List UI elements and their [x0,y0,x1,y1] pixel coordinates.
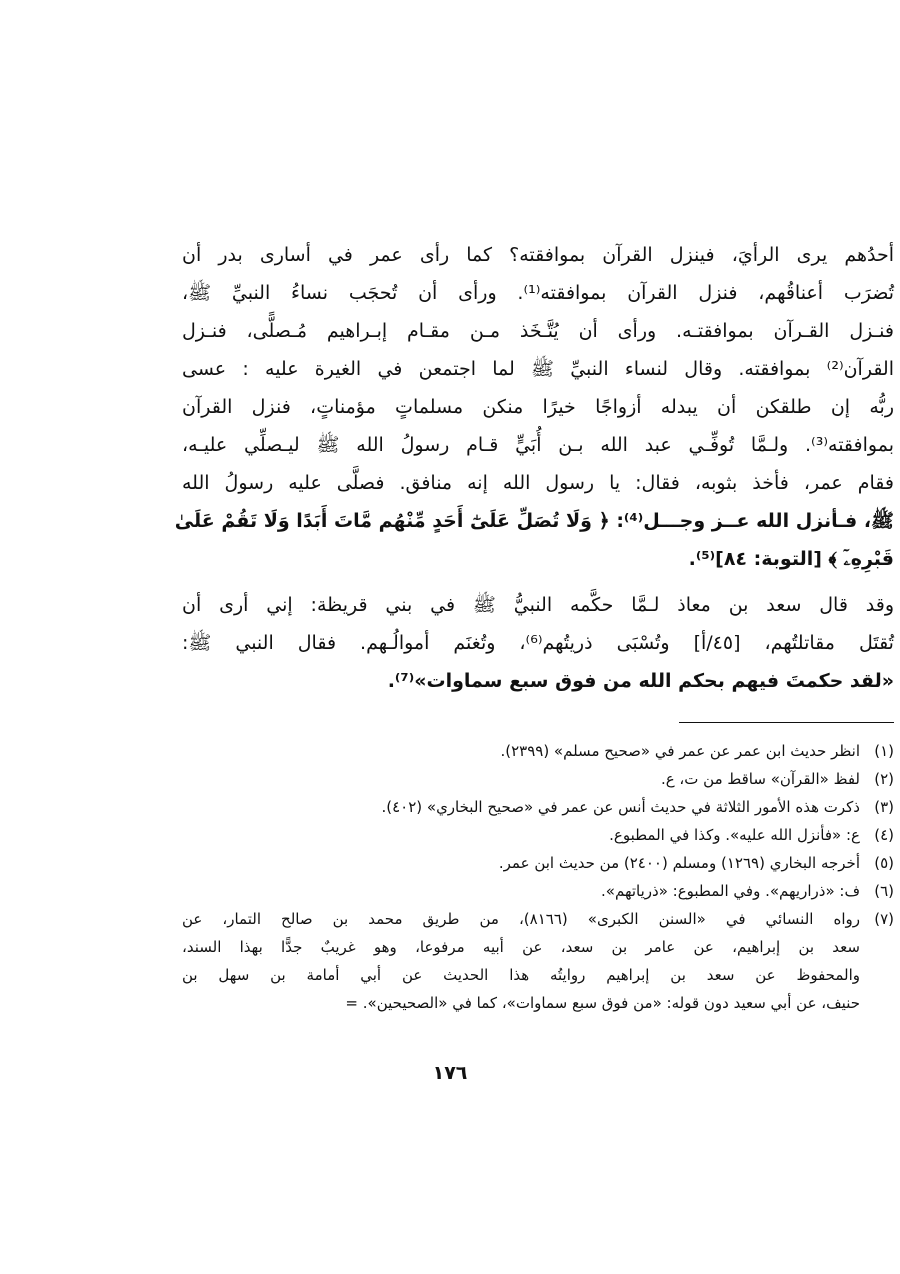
footnote-line: رواه النسائي في «السنن الكبرى» (٨١٦٦)، من طريق محمد بن صالح التمار، عن [182,910,860,928]
footnote-number: (٥) [874,854,894,872]
footnote-line: ع: «فأنزل الله عليه». وكذا في المطبوع. [609,826,860,844]
footnote-text [182,849,860,877]
footnote-1 [182,737,894,765]
footnote-text [182,765,860,793]
footnotes [182,737,894,1017]
footnote-number: (٧) [874,910,894,928]
footnote-number: (٤) [874,826,894,844]
footnote-5 [182,849,894,877]
text-line: تُضرَب أعناقُهم، فنزل القرآن بموافقته⁽¹⁾. ورأى أن تُحجَب نساءُ النبيِّ ﷺ، [182,282,894,304]
footnote-3 [182,793,894,821]
footnote-line: والمحفوظ عن سعد بن إبراهيم روايتُه هذا الحديث عن أبي أمامة بن سهل بن [182,966,860,984]
footnote-divider [679,722,894,723]
footnote-line: أخرجه البخاري (١٢٦٩) ومسلم (٢٤٠٠) من حديث ابن عمر. [498,854,860,872]
footnote-6 [182,877,894,905]
quran-verse-line: قَبْرِهِۦٓ ﴾ [التوبة: ٨٤]⁽⁵⁾. [688,548,894,570]
text-line: وقد قال سعد بن معاذ لـمَّا حكَّمه النبيُّ ﷺ في بني قريظة: إني أرى أن [182,594,894,616]
text-line: تُقتَل مقاتلتُهم، [٤٥/أ] وتُسْبَى ذريتُهم⁽⁶⁾، وتُغنَم أموالُـهم. فقال النبي ﷺ: [182,632,894,654]
footnote-number: (٣) [874,798,894,816]
footnote-line: سعد بن إبراهيم، عن عامر بن سعد، عن أبيه مرفوعا، وهو غريبٌ جدًّا بهذا السند، [182,938,860,956]
hadith-quote-line: «لقد حكمتَ فيهم بحكم الله من فوق سبع سماوات»⁽⁷⁾. [387,670,894,692]
footnote-text [182,737,860,765]
footnote-number: (٦) [874,882,894,900]
page-number: ١٧٦ [432,1062,468,1084]
footnote-line: ف: «ذراريهم». وفي المطبوع: «ذرياتهم». [601,882,860,900]
footnote-text [182,877,860,905]
footnote-line: ذكرت هذه الأمور الثلاثة في حديث أنس عن عمر في «صحيح البخاري» (٤٠٢). [381,798,860,816]
footnote-line: حنيف، عن أبي سعيد دون قوله: «من فوق سبع سماوات»، كما في «الصحيحين». = [345,994,860,1012]
quran-verse-line: ﷺ، فـأنزل الله عــز وجـــل⁽⁴⁾: ﴿ وَلَا تُصَلِّ عَلَىٰٓ أَحَدٍ مِّنْهُم مَّاتَ أَبَدًا وَلَا تَقُمْ عَلَىٰ [174,510,894,532]
footnote-text [182,905,860,1017]
footnote-2 [182,765,894,793]
book-page [174,236,894,1017]
text-line: فنـزل القـرآن بموافقتـه. ورأى أن يُتَّـخَذ مـن مقـام إبـراهيم مُـصلًّى، فنـزل [182,320,894,342]
footnote-number: (٢) [874,770,894,788]
main-text [174,236,894,700]
footnote-text [182,793,860,821]
text-line: بموافقته⁽³⁾. ولـمَّا تُوفِّـي عبد الله بـن أُبَيٍّ قـام رسولُ الله ﷺ ليـصلِّي عليـه، [182,434,894,456]
text-line: فقام عمر، فأخذ بثوبه، فقال: يا رسول الله إنه منافق. فصلَّى عليه رسولُ الله [182,472,894,494]
text-line: أحدُهم يرى الرأيَ، فينزل القرآن بموافقته؟ كما رأى عمر في أسارى بدر أن [182,244,894,266]
text-line: ربُّه إن طلقكن أن يبدله أزواجًا خيرًا منكن مسلماتٍ مؤمناتٍ، فنزل القرآن [182,396,894,418]
footnote-text [182,821,860,849]
paragraph-2 [182,586,894,700]
text-line: القرآن⁽²⁾ بموافقته. وقال لنساء النبيِّ ﷺ لما اجتمعن في الغيرة عليه : عسى [182,358,894,380]
footnote-4 [182,821,894,849]
paragraph-1 [174,236,894,578]
footnote-number: (١) [874,742,894,760]
footnote-line: انظر حديث ابن عمر عن عمر في «صحيح مسلم» (٢٣٩٩). [500,742,860,760]
footnote-7 [182,905,894,1017]
footnote-line: لفظ «القرآن» ساقط من ت، ع. [660,770,860,788]
